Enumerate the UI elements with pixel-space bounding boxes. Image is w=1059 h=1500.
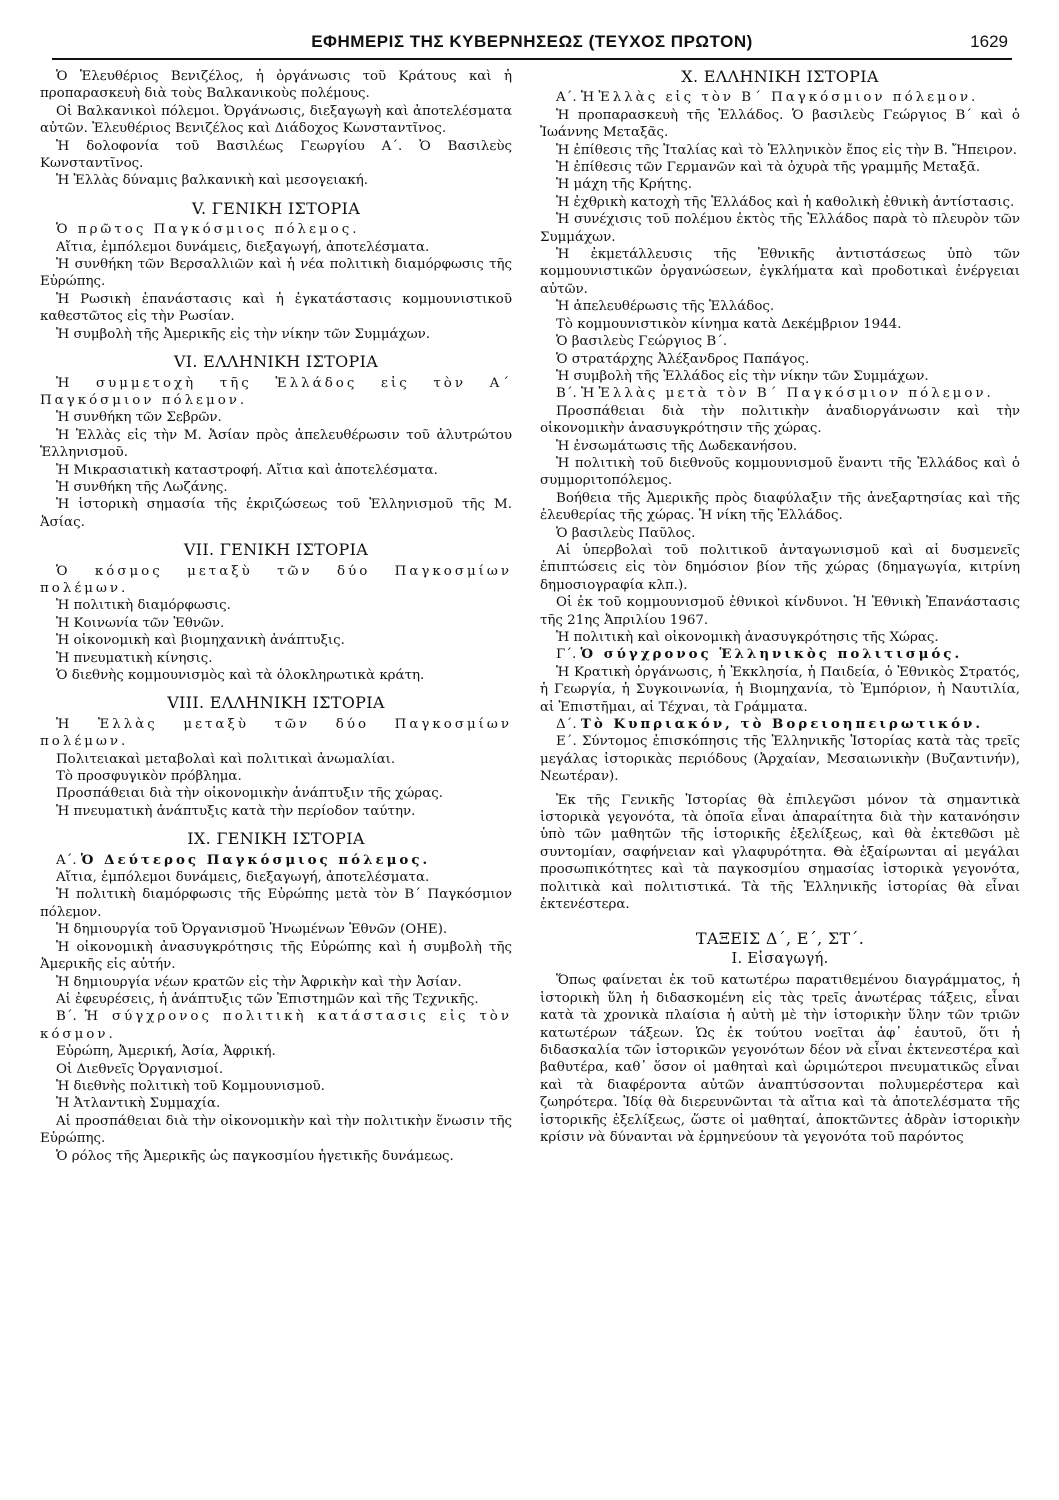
page-header [52, 30, 1012, 60]
section-heading: X. ΕΛΛΗΝΙΚΗ ΙΣΤΟΡΙΑ [681, 67, 879, 86]
list-item: Ἡ διεθνὴς πολιτικὴ τοῦ Κομμουνισμοῦ. [56, 1078, 325, 1094]
page-number: 1629 [970, 32, 1008, 51]
list-item: Αἴτια, ἐμπόλεμοι δυνάμεις, διεξαγωγή, ἀποτελέσματα. [56, 239, 430, 255]
list-item: Ἡ πολιτικὴ διαμόρφωσις τῆς Εὐρώπης μετὰ τὸν Β΄ Παγκόσμιον πόλεμον. [40, 887, 512, 920]
list-item: Ἡ πνευματικὴ κίνησις. [56, 650, 213, 666]
list-item: Ἡ ἐπίθεσις τῆς Ἰταλίας καὶ τὸ Ἑλληνικὸν ἔπος εἰς τὴν Β. Ἤπειρον. [556, 142, 1017, 158]
list-item: Ὁ διεθνὴς κομμουνισμὸς καὶ τὰ ὁλοκληρωτικὰ κράτη. [56, 668, 425, 683]
list-item: Ἡ ἐπίθεσις τῶν Γερμανῶν καὶ τὰ ὀχυρὰ τῆς γραμμῆς Μεταξᾶ. [556, 160, 981, 176]
list-item: Ἡ δημιουργία νέων κρατῶν εἰς τὴν Ἀφρικὴν καὶ τὴν Ἀσίαν. [56, 974, 462, 990]
list-item: Ἡ ἐχθρικὴ κατοχὴ τῆς Ἑλλάδος καὶ ἡ καθολικὴ ἐθνικὴ ἀντίστασις. [556, 194, 1015, 210]
list-item: Ἡ πολιτικὴ καὶ οἰκονομικὴ ἀνασυγκρότησις τῆς Χώρας. [556, 630, 939, 645]
list-item: Ἡ προπαρασκευὴ τῆς Ἑλλάδος. Ὁ βασιλεὺς Γεώργιος Β΄ καὶ ὁ Ἰωάννης Μεταξᾶς. [540, 107, 1020, 141]
list-item: Ἡ μάχη τῆς Κρήτης. [556, 177, 692, 193]
list-item: Αἱ ἐφευρέσεις, ἡ ἀνάπτυξις τῶν Ἐπιστημῶν καὶ τῆς Τεχνικῆς. [56, 991, 479, 1007]
list-item: Ἡ πολιτικὴ διαμόρφωσις. [56, 598, 231, 614]
list-item: Οἱ ἐκ τοῦ κομμουνισμοῦ ἐθνικοὶ κίνδυνοι. Ἡ Ἐθνικὴ Ἐπανάστασις τῆς 21ης Ἀπριλίου 1967. [540, 595, 1020, 628]
section-subheading: Ἡ συμμετοχὴ τῆς Ἑλλάδος εἰς τὸν Α΄ Παγκόσμιον πόλεμον. [40, 375, 512, 408]
gazette-title: ΕΦΗΜΕΡΙΣ ΤΗΣ ΚΥΒΕΡΝΗΣΕΩΣ (ΤΕΥΧΟΣ ΠΡΩΤΟΝ) [311, 32, 753, 51]
list-item: Ἡ Ἑλλὰς εἰς τὴν Μ. Ἀσίαν πρὸς ἀπελευθέρωσιν τοῦ ἀλυτρώτου Ἑλληνισμοῦ. [40, 427, 512, 461]
list-item: Ἡ Μικρασιατικὴ καταστροφή. Αἴτια καὶ ἀποτελέσματα. [56, 462, 438, 478]
section-subheading [540, 716, 1020, 733]
list-item: Ἡ οἰκονομικὴ ἀνασυγκρότησις τῆς Εὐρώπης καὶ ἡ συμβολὴ τῆς Ἀμερικῆς εἰς αὐτήν. [40, 939, 512, 973]
subsection-title: Ἑλλὰς μετὰ τὸν Β΄ Παγκόσμιον πόλεμον. [598, 386, 994, 402]
section-subheading: Ἡ Ἑλλὰς μεταξὺ τῶν δύο Παγκοσμίων πολέμων. [40, 716, 512, 750]
section-heading: V. ΓΕΝΙΚΗ ΙΣΤΟΡΙΑ [191, 198, 361, 218]
section-subheading [540, 733, 1020, 785]
list-item: Οἱ Διεθνεῖς Ὀργανισμοί. [56, 1061, 224, 1077]
subsection-title: Ὁ Δεύτερος Παγκόσμιος πόλεμος. [80, 851, 431, 868]
right-column [540, 68, 1020, 1146]
section-heading: VIII. ΕΛΛΗΝΙΚΗ ΙΣΤΟΡΙΑ [167, 693, 385, 713]
list-item: Προσπάθειαι διὰ τὴν πολιτικὴν ἀναδιοργάνωσιν καὶ τὴν οἰκονομικὴν ἀνασυγκρότησιν τῆς χώρας. [540, 403, 1020, 437]
paragraph: Οἱ Βαλκανικοὶ πόλεμοι. Ὀργάνωσις, διεξαγωγὴ καὶ ἀποτελέσματα αὐτῶν. Ἐλευθέριος Βενιζέλος καὶ Διάδοχος Κωνσταντῖνος. [40, 103, 512, 137]
list-item: Ὁ ρόλος τῆς Ἀμερικῆς ὡς παγκοσμίου ἡγετικῆς δυνάμεως. [56, 1148, 454, 1164]
section-heading: VI. ΕΛΛΗΝΙΚΗ ΙΣΤΟΡΙΑ [173, 352, 379, 372]
section-subheading: Ὁ κόσμος μεταξὺ τῶν δύο Παγκοσμίων πολέμων. [40, 563, 512, 596]
list-item: Ὁ στρατάρχης Ἀλέξανδρος Παπάγος. [556, 351, 810, 367]
list-item: Ἡ Ἀτλαντικὴ Συμμαχία. [56, 1096, 221, 1112]
section-heading: IX. ΓΕΝΙΚΗ ΙΣΤΟΡΙΑ [187, 829, 365, 849]
list-item: Βοήθεια τῆς Ἀμερικῆς πρὸς διαφύλαξιν τῆς ἀνεξαρτησίας καὶ τῆς ἐλευθερίας τῆς χώρας. Ἡ νίκη τῆς Ἑλλάδος. [540, 490, 1020, 524]
section-subheading [540, 89, 1020, 106]
list-item: Τὸ κομμουνιστικὸν κίνημα κατὰ Δεκέμβριον 1944. [556, 316, 902, 332]
paragraph: Ὁ Ἐλευθέριος Βενιζέλος, ἡ ὀργάνωσις τοῦ Κράτους καὶ ἡ προπαρασκευὴ διὰ τοὺς Βαλκανικοὺς πολέμους. [40, 69, 512, 102]
section-subheading [540, 646, 1020, 663]
list-item: Ὁ βασιλεὺς Γεώργιος Β΄. [556, 334, 728, 350]
subsection-title: Σύντομος ἐπισκόπησις τῆς Ἑλληνικῆς Ἱστορίας κατὰ τὰς τρεῖς μεγάλας ἱστορικὰς περιόδους (Ἀρχαίαν, Μεσαιωνικὴν (Βυζαντινήν), Νεωτέραν). [540, 734, 1020, 785]
list-item: Προσπάθειαι διὰ τὴν οἰκονομικὴν ἀνάπτυξιν τῆς χώρας. [56, 786, 444, 802]
subsection-title: Ὁ σύγχρονος Ἑλληνικὸς πολιτισμός. [580, 646, 963, 663]
subsection-label: Γ΄. [556, 647, 577, 663]
section-subheading: I. Εἰσαγωγή. [731, 950, 829, 967]
subsection-label: Δ΄. [556, 717, 577, 733]
section-heading: ΤΑΞΕΙΣ Δ΄, Ε΄, ΣΤ΄. [695, 928, 865, 948]
list-item: Ἡ συνθήκη τῶν Βερσαλλιῶν καὶ ἡ νέα πολιτικὴ διαμόρφωσις τῆς Εὐρώπης. [40, 257, 512, 290]
list-item: Ἡ συνθήκη τῆς Λωζάνης. [56, 479, 228, 495]
section-subheading: Ὁ πρῶτος Παγκόσμιος πόλεμος. [56, 222, 360, 238]
list-item: Ὁ βασιλεὺς Παῦλος. [556, 525, 696, 541]
subsection-label: Β΄. [56, 1009, 77, 1025]
subsection-title: Ἡ σύγχρονος πολιτικὴ κατάστασις εἰς τὸν κόσμον. [40, 1009, 512, 1042]
section-subheading [40, 1008, 512, 1043]
list-item: Ἡ ἀπελευθέρωσις τῆς Ἑλλάδος. [556, 299, 775, 315]
subsection-label: Ε΄. [556, 734, 577, 750]
list-item: Πολιτειακαὶ μεταβολαὶ καὶ πολιτικαὶ ἀνωμαλίαι. [56, 751, 396, 767]
list-item: Αἱ προσπάθειαι διὰ τὴν οἰκονομικὴν καὶ τὴν πολιτικὴν ἕνωσιν τῆς Εὐρώπης. [40, 1113, 512, 1147]
list-item: Αἴτια, ἐμπόλεμοι δυνάμεις, διεξαγωγή, ἀποτελέσματα. [56, 870, 430, 886]
list-item: Ἡ Ρωσικὴ ἐπανάστασις καὶ ἡ ἐγκατάστασις κομμουνιστικοῦ καθεστῶτος εἰς τὴν Ρωσίαν. [40, 291, 512, 325]
list-item: Ἡ συμβολὴ τῆς Ἑλλάδος εἰς τὴν νίκην τῶν Συμμάχων. [556, 368, 929, 384]
section-heading: VII. ΓΕΝΙΚΗ ΙΣΤΟΡΙΑ [183, 540, 369, 560]
list-item: Ἡ οἰκονομικὴ καὶ βιομηχανικὴ ἀνάπτυξις. [56, 633, 345, 649]
list-item: Τὸ προσφυγικὸν πρόβλημα. [56, 769, 242, 785]
section-subheading [40, 852, 512, 869]
list-item: Ἡ συμβολὴ τῆς Ἀμερικῆς εἰς τὴν νίκην τῶν Συμμάχων. [56, 326, 431, 342]
list-item: Ἡ ἐνσωμάτωσις τῆς Δωδεκανήσου. [556, 438, 798, 454]
subsection-title: Ἑλλὰς εἰς τὸν Β΄ Παγκόσμιον πόλεμον. [598, 90, 979, 106]
paragraph: Ὅπως φαίνεται ἐκ τοῦ κατωτέρω παρατιθεμένου διαγράμματος, ἡ ἱστορικὴ ὕλη ἡ διδασκομένη εἰς τὰς τρεῖς ἀνωτέρας τάξεις, εἶναι κατὰ τὰ χρονικὰ πλαίσια ἡ αὐτὴ μὲ τὴν ἱστορικὴν ὕλην τῶν τριῶν κατωτέρων τάξεων. Ὡς ἐκ τούτου νοεῖται ἀφ᾿ ἑαυτοῦ, ὅτι ἡ διδασκαλία τῶν ἱστορικῶν γεγονότων δέον νὰ εἶναι ἐκτενεστέρα καὶ βαθυτέρα, καθ᾿ ὅσον οἱ μαθηταὶ καὶ ὡριμώτεροι πνευματικῶς εἶναι καὶ τὰ διαφέροντα αὐτῶν ἀναπτύσσονται πολυμερέστερα καὶ ζωηρότερα. Ἰδίᾳ θὰ διερευνῶνται τὰ αἴτια καὶ τὰ ἀποτελέσματα τῆς ἱστορικῆς ἐξελίξεως, ὥστε οἱ μαθηταί, ἀποκτῶντες ἁδρὰν ἱστορικὴν κρίσιν νὰ δύνανται νὰ ἑρμηνεύουν τὰ γεγονότα τοῦ παρόντος [540, 973, 1020, 1145]
list-item: Ἡ πνευματικὴ ἀνάπτυξις κατὰ τὴν περίοδον ταύτην. [56, 803, 416, 819]
list-item: Ἡ Κρατικὴ ὀργάνωσις, ἡ Ἐκκλησία, ἡ Παιδεία, ὁ Ἐθνικὸς Στρατός, ἡ Γεωργία, ἡ Συγκοινωνία, ἡ Βιομηχανία, τὸ Ἐμπόριον, ἡ Ναυτιλία, αἱ Ἐπιστῆμαι, αἱ Τέχναι, τὰ Γράμματα. [540, 664, 1020, 715]
subsection-label: Α΄. [56, 852, 77, 868]
list-item: Ἡ πολιτικὴ τοῦ διεθνοῦς κομμουνισμοῦ ἔναντι τῆς Ἑλλάδος καὶ ὁ συμμοριτοπόλεμος. [540, 455, 1020, 489]
list-item: Ἡ δημιουργία τοῦ Ὀργανισμοῦ Ἡνωμένων Ἐθνῶν (ΟΗΕ). [56, 922, 448, 938]
list-item: Ἡ Κοινωνία τῶν Ἐθνῶν. [56, 615, 225, 631]
section-subheading [540, 385, 1020, 402]
subsection-title: Τὸ Κυπριακόν, τὸ Βορειοηπειρωτικόν. [580, 716, 983, 733]
list-item: Ἡ συνέχισις τοῦ πολέμου ἐκτὸς τῆς Ἑλλάδος παρὰ τὸ πλευρὸν τῶν Συμμάχων. [540, 212, 1020, 245]
paragraph: Ἐκ τῆς Γενικῆς Ἱστορίας θὰ ἐπιλεγῶσι μόνον τὰ σημαντικὰ ἱστορικὰ γεγονότα, τὰ ὁποῖα εἶναι ἀπαραίτητα διὰ τὴν κατανόησιν ὑπὸ τῶν μαθητῶν τῆς ἱστορικῆς ἐξελίξεως, καὶ θὰ ἐκτεθῶσι μὲ συντομίαν, σαφήνειαν καὶ γλαφυρότητα. Θὰ ἐξαίρωνται αἱ μεγάλαι προσωπικότητες καὶ τὰ παγκοσμίου σημασίας ἱστορικὰ γεγονότα, πολιτικὰ καὶ πολιτιστικά. Τὰ τῆς Ἑλληνικῆς ἱστορίας θὰ εἶναι ἐκτενέστερα. [540, 792, 1020, 913]
paragraph: Ἡ Ἑλλὰς δύναμις βαλκανικὴ καὶ μεσογειακή. [56, 173, 369, 189]
subsection-label: Β΄. Ἡ [556, 386, 595, 402]
subsection-label: Α΄. Ἡ [556, 90, 595, 106]
list-item: Αἱ ὑπερβολαὶ τοῦ πολιτικοῦ ἀνταγωνισμοῦ καὶ αἱ δυσμενεῖς ἐπιπτώσεις εἰς τὸν δημόσιον βίον τῆς χώρας (δημαγωγία, κιτρίνη δημοσιογραφία κλπ.). [540, 542, 1020, 593]
left-column [40, 68, 512, 1165]
list-item: Ἡ ἐκμετάλλευσις τῆς Ἐθνικῆς ἀντιστάσεως ὑπὸ τῶν κομμουνιστικῶν ὀργανώσεων, ἐγκλήματα καὶ προδοτικαὶ ἐνέργειαι αὐτῶν. [540, 247, 1020, 297]
list-item: Ἡ συνθήκη τῶν Σεβρῶν. [56, 410, 222, 426]
list-item: Ἡ ἱστορικὴ σημασία τῆς ἐκριζώσεως τοῦ Ἑλληνισμοῦ τῆς Μ. Ἀσίας. [40, 497, 512, 530]
paragraph: Ἡ δολοφονία τοῦ Βασιλέως Γεωργίου Α΄. Ὁ Βασιλεὺς Κωνσταντῖνος. [40, 138, 512, 172]
list-item: Εὐρώπη, Ἀμερική, Ἀσία, Ἀφρική. [56, 1044, 276, 1060]
